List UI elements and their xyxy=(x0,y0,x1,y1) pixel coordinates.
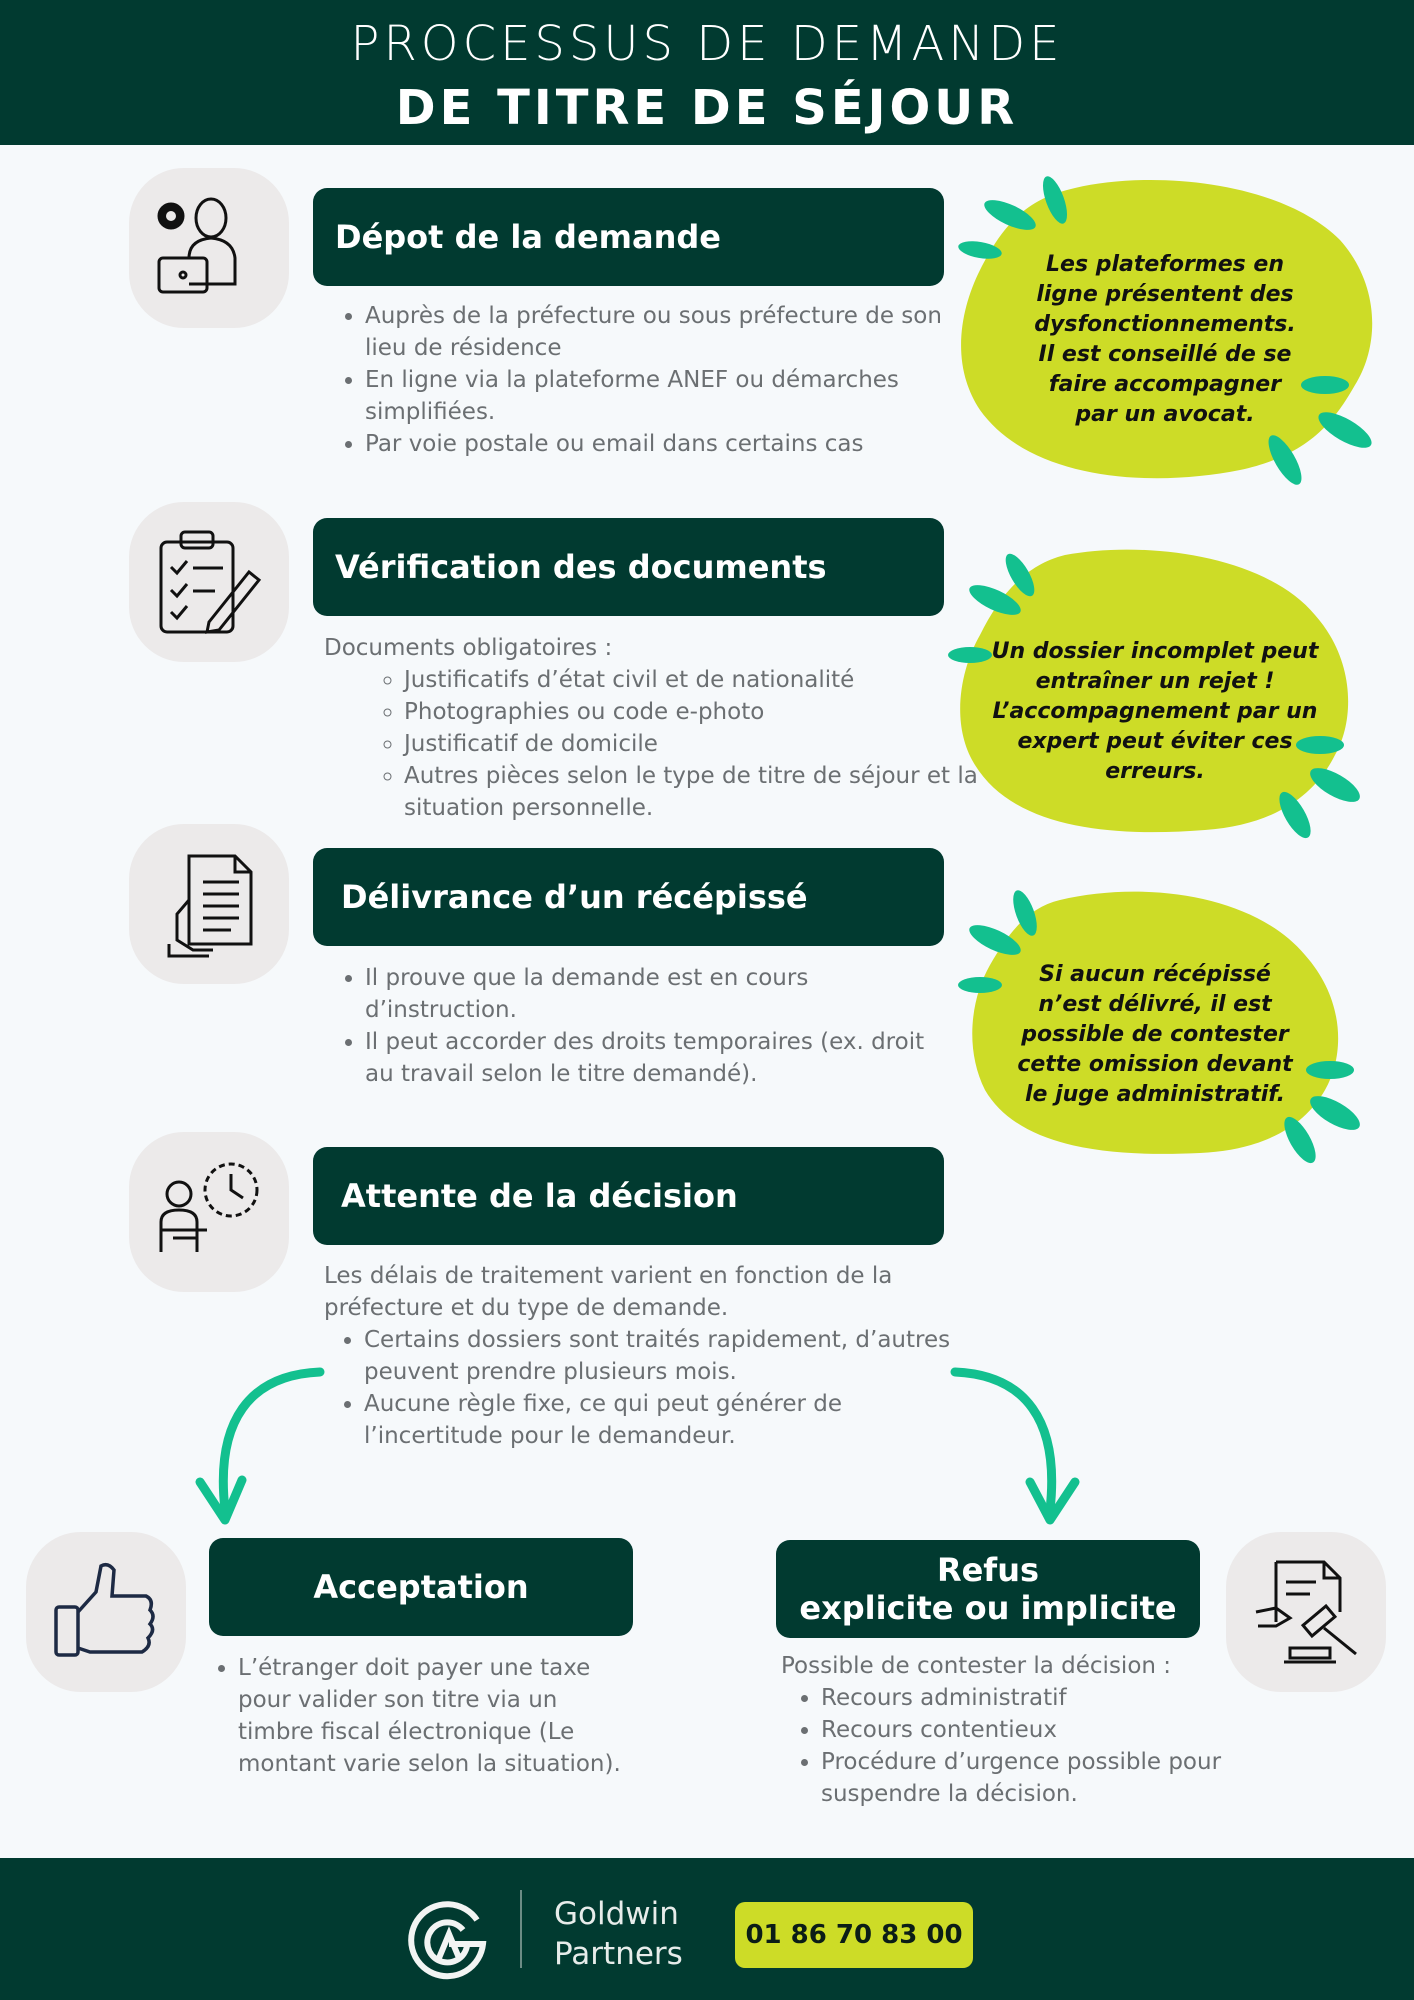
hand-document-icon xyxy=(149,844,269,964)
step4-icon-box xyxy=(129,1132,289,1292)
note-bubble-3 xyxy=(955,885,1365,1175)
step3-title: Délivrance d’un récépissé xyxy=(313,848,944,946)
list-item: • Par voie postale ou email dans certains cas xyxy=(365,428,965,460)
refuse-text xyxy=(781,1650,1301,1810)
note-3-text: Si aucun récépissé n’est délivré, il est possible de contester cette omission devant le juge administratif. xyxy=(1017,962,1293,1107)
page-header xyxy=(0,0,1414,145)
list-item: ◦ Justificatifs d’état civil et de nationalité xyxy=(404,664,984,696)
list-item: • Recours administratif xyxy=(821,1682,1301,1714)
note-1-text: Les plateformes en ligne présentent des dysfonctionnements. Il est conseillé de se faire accompagner par un avocat. xyxy=(1034,252,1296,427)
list-item: ◦ Autres pièces selon le type de titre de séjour et la situation personnelle. xyxy=(404,760,984,824)
brand-line2: Partners xyxy=(554,1936,683,1972)
brand-name xyxy=(554,1894,683,1974)
list-item: ◦ Justificatif de domicile xyxy=(404,728,984,760)
refuse-intro: Possible de contester la décision : xyxy=(781,1653,1172,1679)
list-item: • Certains dossiers sont traités rapidement, d’autres peuvent prendre plusieurs mois. xyxy=(364,1324,984,1388)
note-2-text: Un dossier incomplet peut entraîner un rejet ! L’accompagnement par un expert peut éviter ces erreurs. xyxy=(991,639,1319,784)
step2-intro: Documents obligatoires : xyxy=(324,635,613,661)
list-item: • En ligne via la plateforme ANEF ou démarches simplifiées. xyxy=(365,364,965,428)
page-footer xyxy=(0,1858,1414,2000)
clipboard-checklist-icon xyxy=(149,522,269,642)
person-laptop-gear-icon xyxy=(149,188,269,308)
step4-text xyxy=(324,1260,984,1452)
list-item: • Recours contentieux xyxy=(821,1714,1301,1746)
list-item: • Il peut accorder des droits temporaires (ex. droit au travail selon le titre demandé). xyxy=(365,1026,925,1090)
arrow-right-icon xyxy=(950,1360,1100,1540)
list-item: • Procédure d’urgence possible pour suspendre la décision. xyxy=(821,1746,1301,1810)
step2-text xyxy=(324,632,984,824)
footer-divider xyxy=(520,1890,522,1968)
refuse-title-line1: Refus xyxy=(936,1551,1040,1589)
person-waiting-clock-icon xyxy=(149,1152,269,1272)
list-item: ◦ Photographies ou code e-photo xyxy=(404,696,984,728)
step3-text xyxy=(325,962,925,1090)
step4-intro: Les délais de traitement varient en fonction de la préfecture et du type de demande. xyxy=(324,1263,893,1321)
goldwin-logo-icon xyxy=(405,1896,489,1980)
refuse-title xyxy=(776,1540,1200,1638)
accept-text xyxy=(198,1652,638,1780)
step2-title: Vérification des documents xyxy=(313,518,944,616)
thumbs-up-icon xyxy=(46,1552,166,1672)
step1-title: Dépot de la demande xyxy=(313,188,944,286)
list-item: • L’étranger doit payer une taxe pour valider son titre via un timbre fiscal électronique (Le montant varie selon la situation). xyxy=(238,1652,638,1780)
list-item: • Aucune règle fixe, ce qui peut générer de l’incertitude pour le demandeur. xyxy=(364,1388,984,1452)
step4-title: Attente de la décision xyxy=(313,1147,944,1245)
note-bubble-2 xyxy=(945,545,1365,845)
step3-icon-box xyxy=(129,824,289,984)
page-title-line1: PROCESSUS DE DEMANDE xyxy=(350,16,1064,72)
accept-icon-box xyxy=(26,1532,186,1692)
list-item: • Auprès de la préfecture ou sous préfecture de son lieu de résidence xyxy=(365,300,965,364)
page-title-line2: DE TITRE DE SÉJOUR xyxy=(395,80,1019,136)
step1-text xyxy=(325,300,965,460)
step1-icon-box xyxy=(129,168,289,328)
accept-title: Acceptation xyxy=(209,1538,633,1636)
refuse-title-line2: explicite ou implicite xyxy=(799,1589,1177,1627)
list-item: • Il prouve que la demande est en cours d’instruction. xyxy=(365,962,925,1026)
brand-line1: Goldwin xyxy=(554,1896,679,1932)
phone-number-button[interactable]: 01 86 70 83 00 xyxy=(735,1902,973,1968)
note-bubble-1 xyxy=(950,170,1390,500)
step2-icon-box xyxy=(129,502,289,662)
arrow-left-icon xyxy=(180,1360,330,1540)
